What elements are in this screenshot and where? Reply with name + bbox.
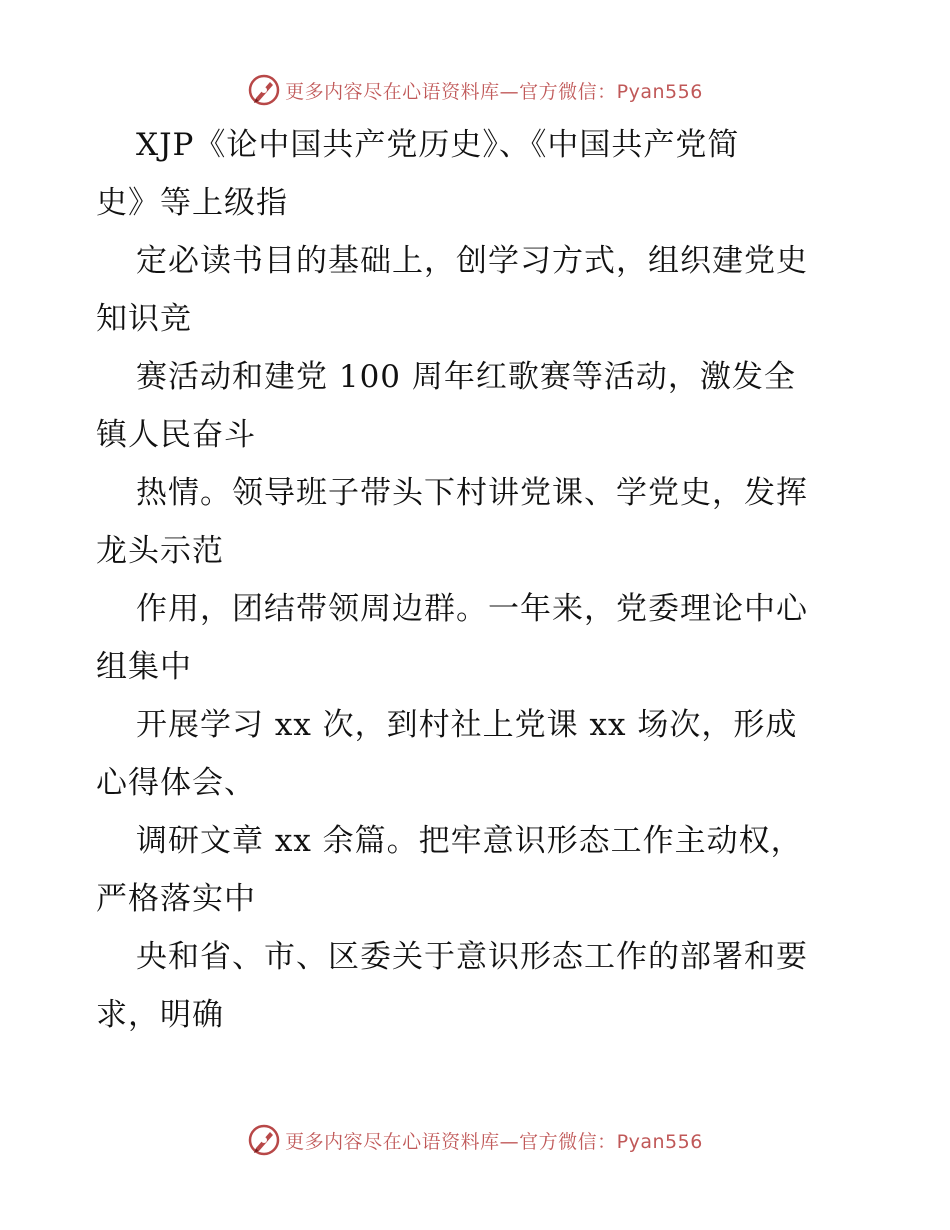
footer-banner	[0, 1120, 950, 1160]
document-body	[96, 116, 866, 1044]
text-line: 求，明确	[96, 997, 224, 1033]
pen-logo-icon	[247, 1123, 281, 1157]
banner-text: 更多内容尽在心语资料库—官方微信：Pyan556	[285, 1130, 703, 1153]
text-line: 严格落实中	[96, 881, 256, 917]
text-line: 赛活动和建党 100 周年红歌赛等活动，激发全	[136, 359, 796, 395]
pen-logo-icon	[247, 73, 281, 107]
text-line: 龙头示范	[96, 533, 224, 569]
text-line: 热情。领导班子带头下村讲党课、学党史，发挥	[136, 475, 808, 511]
text-line: 知识竞	[96, 301, 192, 337]
text-line: 调研文章 xx 余篇。把牢意识形态工作主动权，	[136, 823, 803, 859]
text-line: 镇人民奋斗	[96, 417, 256, 453]
header-banner	[0, 70, 950, 110]
text-line: 心得体会、	[96, 765, 256, 801]
text-line: 作用，团结带领周边群。一年来，党委理论中心	[136, 591, 808, 627]
text-line: 定必读书目的基础上，创学习方式，组织建党史	[136, 243, 808, 279]
text-line: 央和省、市、区委关于意识形态工作的部署和要	[136, 939, 808, 975]
text-line: 开展学习 xx 次，到村社上党课 xx 场次，形成	[136, 707, 798, 743]
text-line: 组集中	[96, 649, 192, 685]
banner-text: 更多内容尽在心语资料库—官方微信：Pyan556	[285, 80, 703, 103]
text-line: XJP《论中国共产党历史》、《中国共产党简	[136, 127, 740, 163]
text-line: 史》等上级指	[96, 185, 288, 221]
